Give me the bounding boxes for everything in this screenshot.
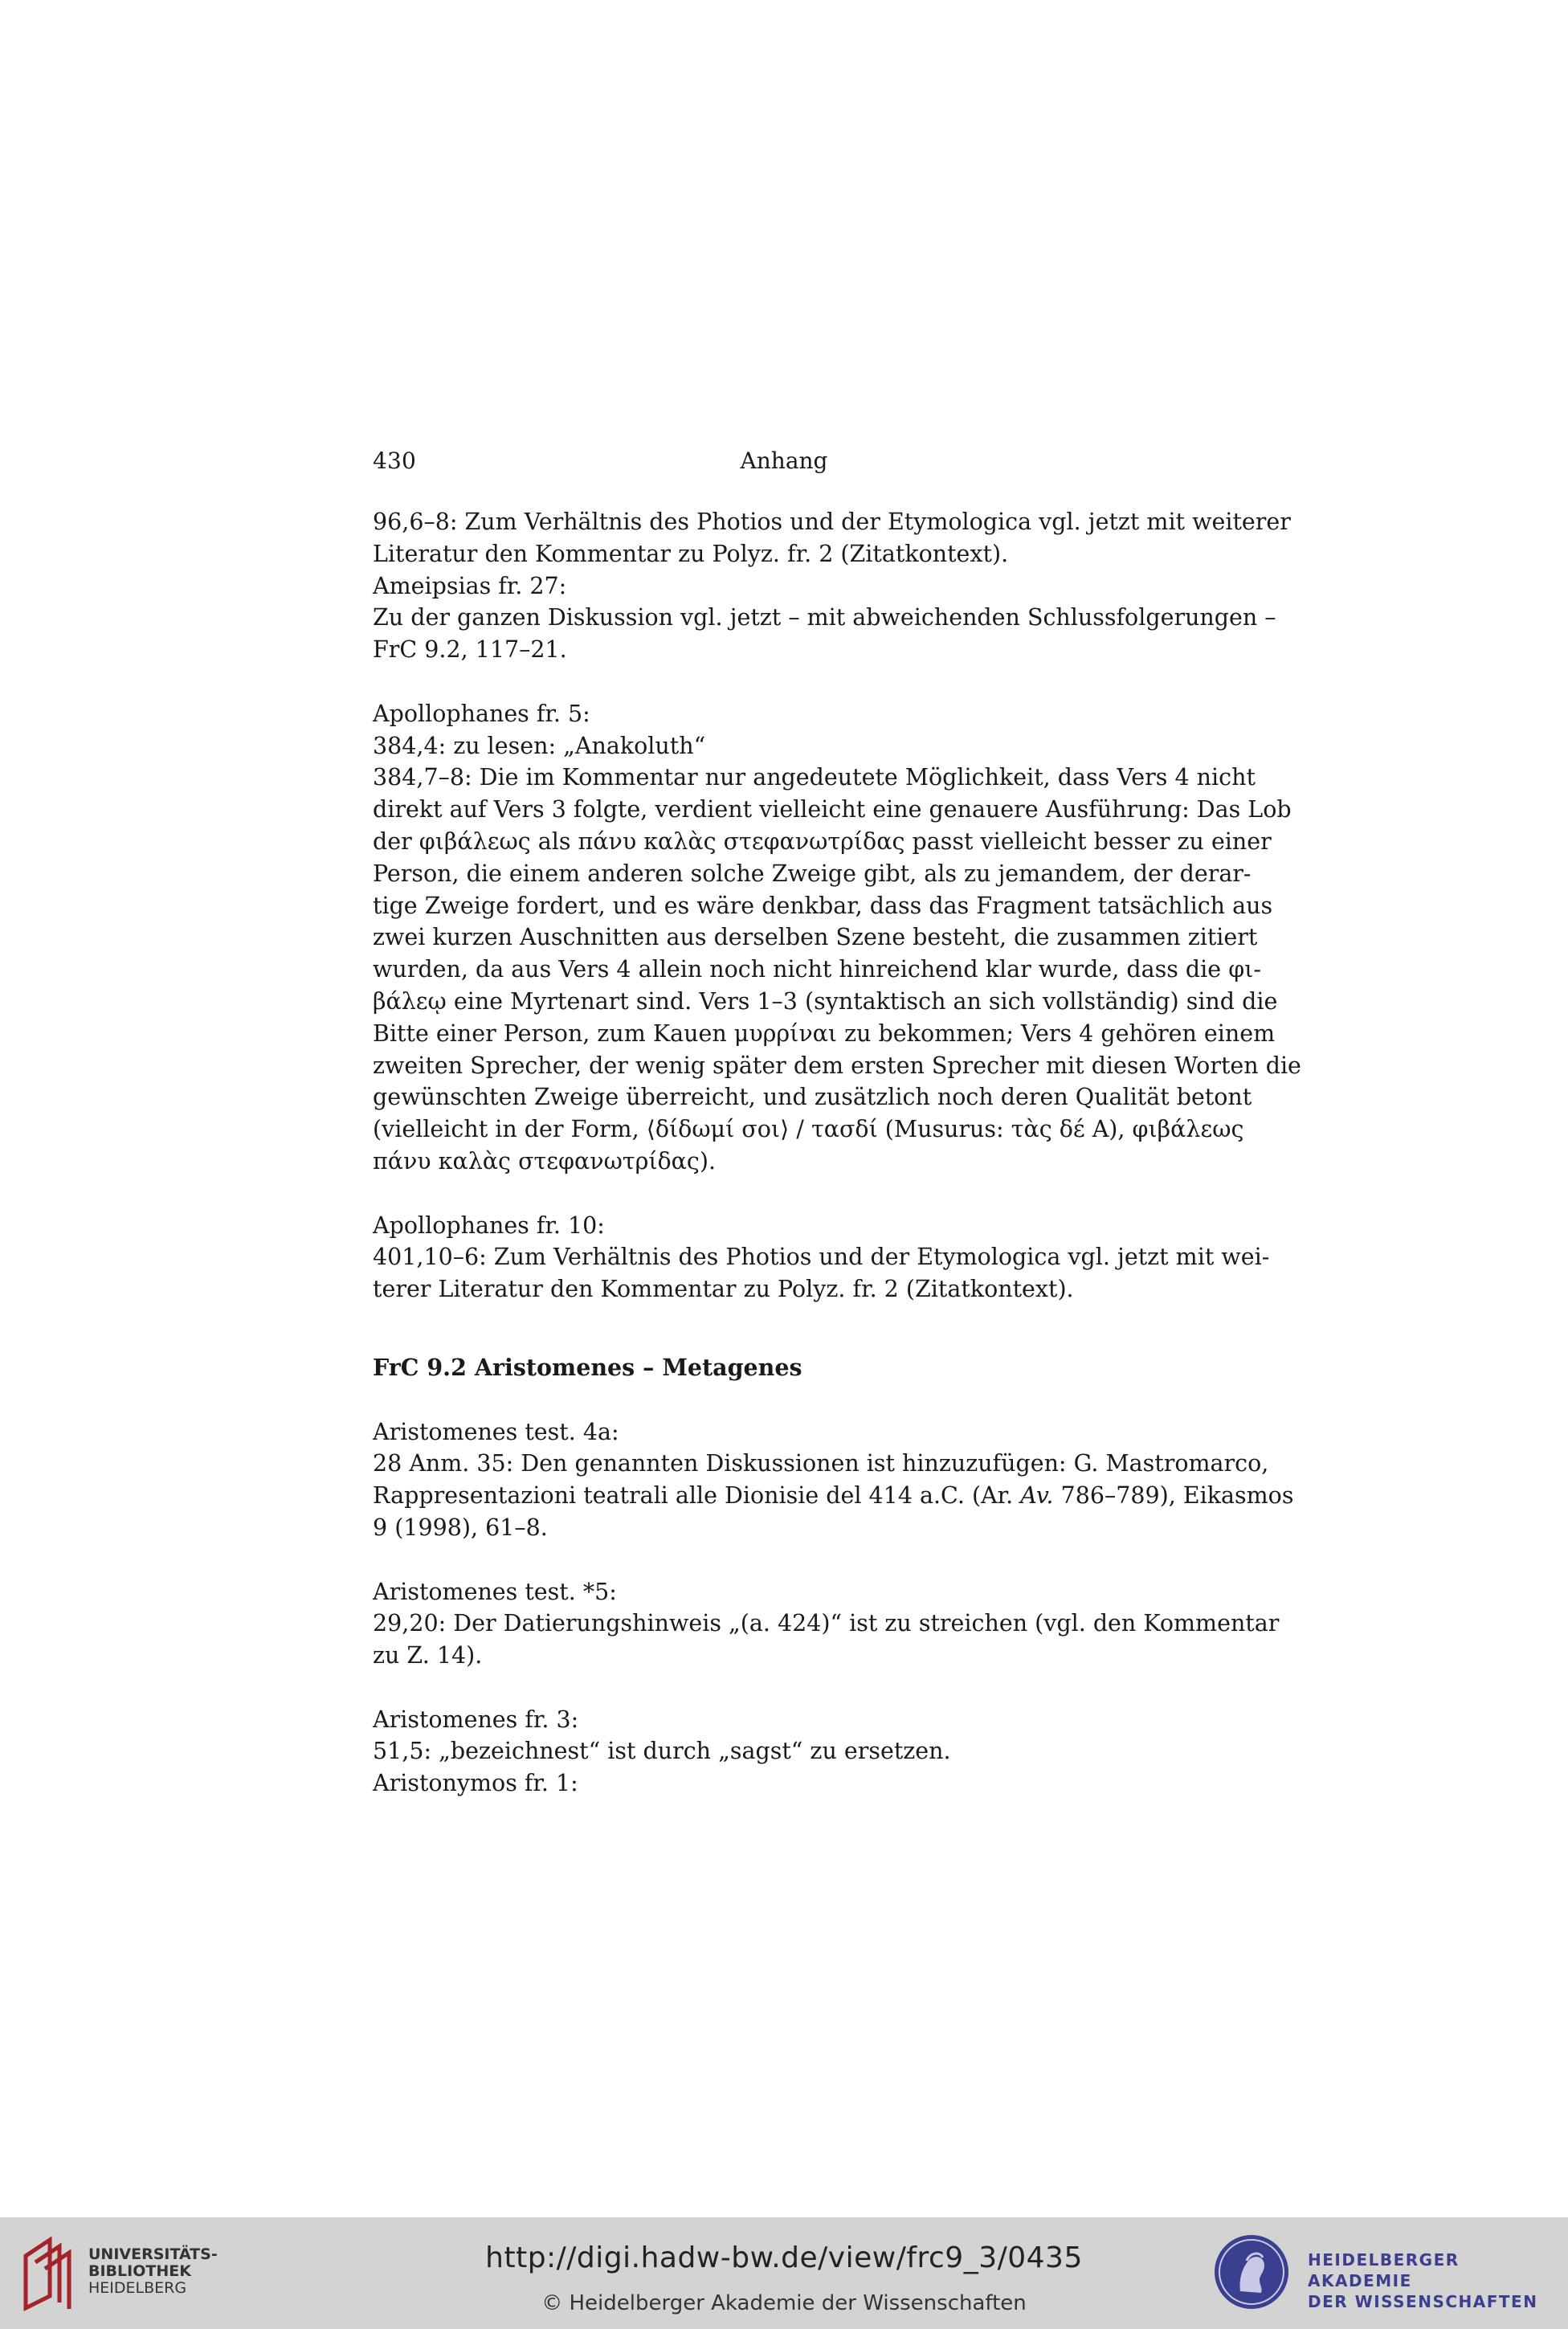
academy-seal-icon bbox=[1211, 2232, 1292, 2312]
text-line: direkt auf Vers 3 folgte, verdient vielleicht eine genauere Ausführung: Das Lob bbox=[373, 796, 1292, 823]
text-line: Zu der ganzen Diskussion vgl. jetzt – mit abweichenden Schlussfolgerungen – bbox=[373, 604, 1276, 631]
ub-line: BIBLIOTHEK bbox=[88, 2262, 191, 2280]
ub-line: HEIDELBERG bbox=[88, 2279, 187, 2297]
main-text bbox=[373, 506, 1301, 1800]
entry-label: Aristomenes test. *5: bbox=[373, 1578, 617, 1605]
entry-block-1 bbox=[373, 506, 1291, 666]
text-line: tige Zweige fordert, und es wäre denkbar, dass das Fragment tatsächlich aus bbox=[373, 892, 1273, 919]
text-line bbox=[373, 1480, 1294, 1512]
text-line: (vielleicht in der Form, ⟨δίδωμί σοι⟩ / τασδί (Musurus: τὰς δέ A), φιβάλεως bbox=[373, 1116, 1244, 1143]
text-line: 384,4: zu lesen: „Anakoluth“ bbox=[373, 732, 706, 759]
entry-block-6 bbox=[373, 1704, 1195, 1800]
section-heading: FrC 9.2 Aristomenes – Metagenes bbox=[373, 1353, 802, 1381]
text-line: Literatur den Kommentar zu Polyz. fr. 2 (Zitatkontext). bbox=[373, 540, 1009, 567]
text-line: Person, die einem anderen solche Zweige gibt, als zu jemandem, der derar- bbox=[373, 860, 1252, 887]
entry-label: Aristomenes test. 4a: bbox=[373, 1418, 619, 1445]
page-number: 430 bbox=[373, 447, 417, 474]
footer-bar bbox=[0, 2217, 1568, 2329]
academy-line: DER WISSENSCHAFTEN bbox=[1308, 2292, 1538, 2311]
text-fragment: Rappresentazioni teatrali alle Dionisie del 414 a.C. (Ar. bbox=[373, 1482, 1021, 1510]
text-line: 401,10–6: Zum Verhältnis des Photios und der Etymologica vgl. jetzt mit wei- bbox=[373, 1244, 1270, 1271]
text-line: πάνυ καλὰς στεφανωτρίδας). bbox=[373, 1147, 717, 1175]
entry-label: Ameipsias fr. 27: bbox=[373, 572, 567, 599]
text-line: zweiten Sprecher, der wenig später dem ersten Sprecher mit diesen Worten die bbox=[373, 1052, 1301, 1079]
text-line: βάλεῳ eine Myrtenart sind. Vers 1–3 (syntaktisch an sich vollständig) sind die bbox=[373, 987, 1278, 1015]
text-line: terer Literatur den Kommentar zu Polyz. fr. 2 (Zitatkontext). bbox=[373, 1276, 1074, 1303]
text-line: FrC 9.2, 117–21. bbox=[373, 636, 567, 664]
text-line: zwei kurzen Auschnitten aus derselben Szene besteht, die zusammen zitiert bbox=[373, 924, 1258, 951]
entry-block-5 bbox=[373, 1576, 1280, 1672]
text-line: zu Z. 14). bbox=[373, 1642, 483, 1669]
text-line: 384,7–8: Die im Kommentar nur angedeutete Möglichkeit, dass Vers 4 nicht bbox=[373, 764, 1256, 791]
text-line: Bitte einer Person, zum Kauen μυρρίναι zu bekommen; Vers 4 gehören einem bbox=[373, 1019, 1276, 1047]
academy-line: HEIDELBERGER AKADEMIE bbox=[1308, 2250, 1460, 2290]
entry-block-2 bbox=[373, 698, 1301, 1178]
copyright-notice: © Heidelberger Akademie der Wissenschaften bbox=[541, 2291, 1027, 2315]
entry-block-4 bbox=[373, 1416, 1294, 1544]
text-line: wurden, da aus Vers 4 allein noch nicht hinreichend klar wurde, dass die φι- bbox=[373, 956, 1261, 983]
text-line: 28 Anm. 35: Den genannten Diskussionen ist hinzuzufügen: G. Mastromarco, bbox=[373, 1450, 1269, 1477]
academy-name bbox=[1308, 2249, 1568, 2312]
running-head: Anhang bbox=[740, 447, 828, 474]
entry-label: Aristomenes fr. 3: bbox=[373, 1706, 579, 1733]
entry-block-3 bbox=[373, 1210, 1270, 1305]
text-line: 51,5: „bezeichnest“ ist durch „sagst“ zu ersetzen. bbox=[373, 1738, 951, 1765]
italic-abbreviation: Av. bbox=[1020, 1482, 1054, 1510]
text-line: 96,6–8: Zum Verhältnis des Photios und der Etymologica vgl. jetzt mit weiterer bbox=[373, 509, 1291, 535]
source-url-link[interactable]: http://digi.hadw-bw.de/view/frc9_3/0435 bbox=[485, 2241, 1083, 2274]
entry-label: Aristonymos fr. 1: bbox=[373, 1770, 578, 1797]
entry-label: Apollophanes fr. 5: bbox=[373, 700, 590, 727]
text-line: 29,20: Der Datierungshinweis „(a. 424)“ ist zu streichen (vgl. den Kommentar bbox=[373, 1610, 1280, 1637]
text-line: gewünschten Zweige überreicht, und zusätzlich noch deren Qualität betont bbox=[373, 1084, 1252, 1111]
entry-label: Apollophanes fr. 10: bbox=[373, 1211, 605, 1239]
ub-line: UNIVERSITÄTS- bbox=[88, 2245, 218, 2263]
text-fragment: 786–789), Eikasmos bbox=[1053, 1482, 1294, 1510]
text-line: der φιβάλεως als πάνυ καλὰς στεφανωτρίδας passt vielleicht besser zu einer bbox=[373, 827, 1272, 855]
text-line: 9 (1998), 61–8. bbox=[373, 1514, 548, 1541]
